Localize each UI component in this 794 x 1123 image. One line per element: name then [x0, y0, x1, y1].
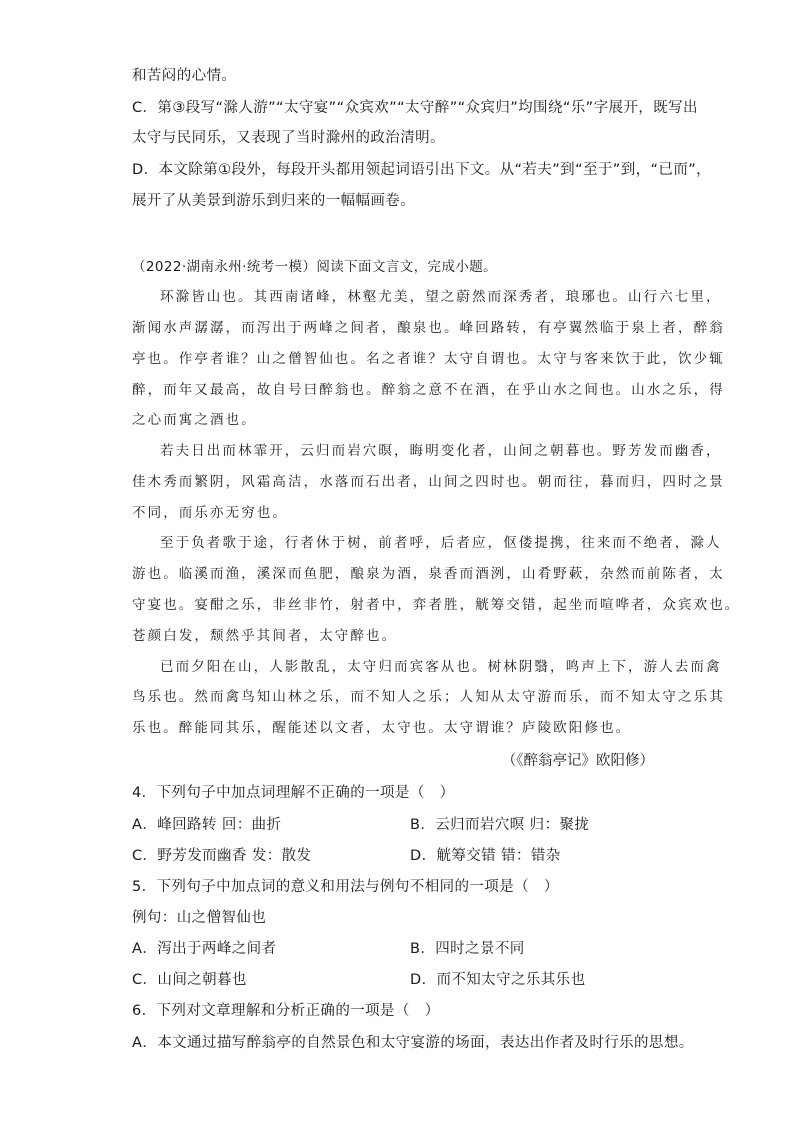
q5-example: 例句：山之僧智仙也	[132, 910, 267, 926]
q4-options-row1	[132, 815, 672, 835]
q5-option-d[interactable]: D．而不知太守之乐其乐也	[410, 972, 586, 988]
passage-line: 之心而寓之酒也。	[132, 412, 257, 428]
prev-option-d-line1: D．本文除第①段外，每段开头都用领起词语引出下文。从“若夫”到“至于”到，“已而”，	[132, 162, 712, 178]
prev-option-d-line2: 展开了从美景到游乐到归来的一幅幅画卷。	[132, 193, 416, 209]
q5-option-c[interactable]: C．山间之朝暮也	[132, 972, 247, 988]
q4-option-c[interactable]: C．野芳发而幽香 发：散发	[132, 848, 312, 864]
q5-stem: 5．下列句子中加点词的意义和用法与例句不相同的一项是（ ）	[132, 879, 559, 895]
passage-line: 乐也。醉能同其乐，醒能述以文者，太守也。太守谓谁？庐陵欧阳修也。	[132, 720, 632, 736]
passage-line: 守宴也。宴酣之乐，非丝非竹，射者中，弈者胜，觥筹交错，起坐而喧哗者，众宾欢也。	[132, 597, 741, 613]
passage-line: 苍颜白发，颓然乎其间者，太守醉也。	[132, 628, 398, 644]
q4-option-b[interactable]: B．云归而岩穴暝 归：聚拢	[410, 817, 590, 833]
q5-options-row2	[132, 970, 672, 990]
passage-line: 鸟乐也。然而禽鸟知山林之乐，而不知人之乐；人知从太守游而乐，而不知太守之乐其	[132, 689, 725, 705]
q6-option-a[interactable]: A．本文通过描写醉翁亭的自然景色和太守宴游的场面，表达出作者及时行乐的思想。	[132, 1035, 694, 1051]
passage-line: 环滁皆山也。其西南诸峰，林壑尤美，望之蔚然而深秀者，琅琊也。山行六七里，	[160, 289, 722, 305]
passage-line: 醉，而年又最高，故自号曰醉翁也。醉翁之意不在酒，在乎山水之间也。山水之乐，得	[132, 382, 725, 398]
q4-options-row2	[132, 846, 672, 866]
q5-option-a[interactable]: A．泻出于两峰之间者	[132, 941, 277, 957]
passage-line: 亭也。作亭者谁？山之僧智仙也。名之者谁？太守自谓也。太守与客来饮于此，饮少辄	[132, 351, 725, 367]
passage-line: 已而夕阳在山，人影散乱，太守归而宾客从也。树林阴翳，鸣声上下，游人去而禽	[160, 659, 722, 675]
passage-line: 若夫日出而林霏开，云归而岩穴暝，晦明变化者，山间之朝暮也。野芳发而幽香，	[160, 443, 722, 459]
passage-line: 不同，而乐亦无穷也。	[132, 505, 288, 521]
passage-source: （《醉翁亭记》欧阳修）	[501, 753, 654, 769]
prev-option-c-line1: C．第③段写“滁人游”“太守宴”“众宾欢”“太守醉”“众宾归”均围绕“乐”字展开，既写出	[132, 100, 698, 116]
prev-option-c-line2: 太守与民同乐，又表现了当时滁州的政治清明。	[132, 130, 445, 146]
passage-line: 佳木秀而繁阴，风霜高洁，水落而石出者，山间之四时也。朝而往，暮而归，四时之景	[132, 474, 725, 490]
q5-option-b[interactable]: B．四时之景不同	[410, 941, 525, 957]
reading-intro: （2022·湖南永州·统考一模）阅读下面文言文，完成小题。	[132, 259, 498, 275]
q4-option-a[interactable]: A．峰回路转 回：曲折	[132, 817, 282, 833]
q6-stem: 6．下列对文章理解和分析正确的一项是（ ）	[132, 1003, 440, 1019]
passage-line: 至于负者歌于途，行者休于树，前者呼，后者应，伛偻提携，往来而不绝者，滁人	[160, 535, 722, 551]
q4-stem: 4．下列句子中加点词理解不正确的一项是（ ）	[132, 785, 455, 801]
prev-question-tail: 和苦闷的心情。	[132, 68, 237, 84]
q4-option-d[interactable]: D．觥筹交错 错：错杂	[410, 848, 561, 864]
q5-options-row1	[132, 939, 672, 959]
passage-line: 游也。临溪而渔，溪深而鱼肥，酿泉为酒，泉香而酒洌，山肴野蔌，杂然而前陈者，太	[132, 566, 725, 582]
passage-line: 渐闻水声潺潺，而泻出于两峰之间者，酿泉也。峰回路转，有亭翼然临于泉上者，醉翁	[132, 320, 725, 336]
